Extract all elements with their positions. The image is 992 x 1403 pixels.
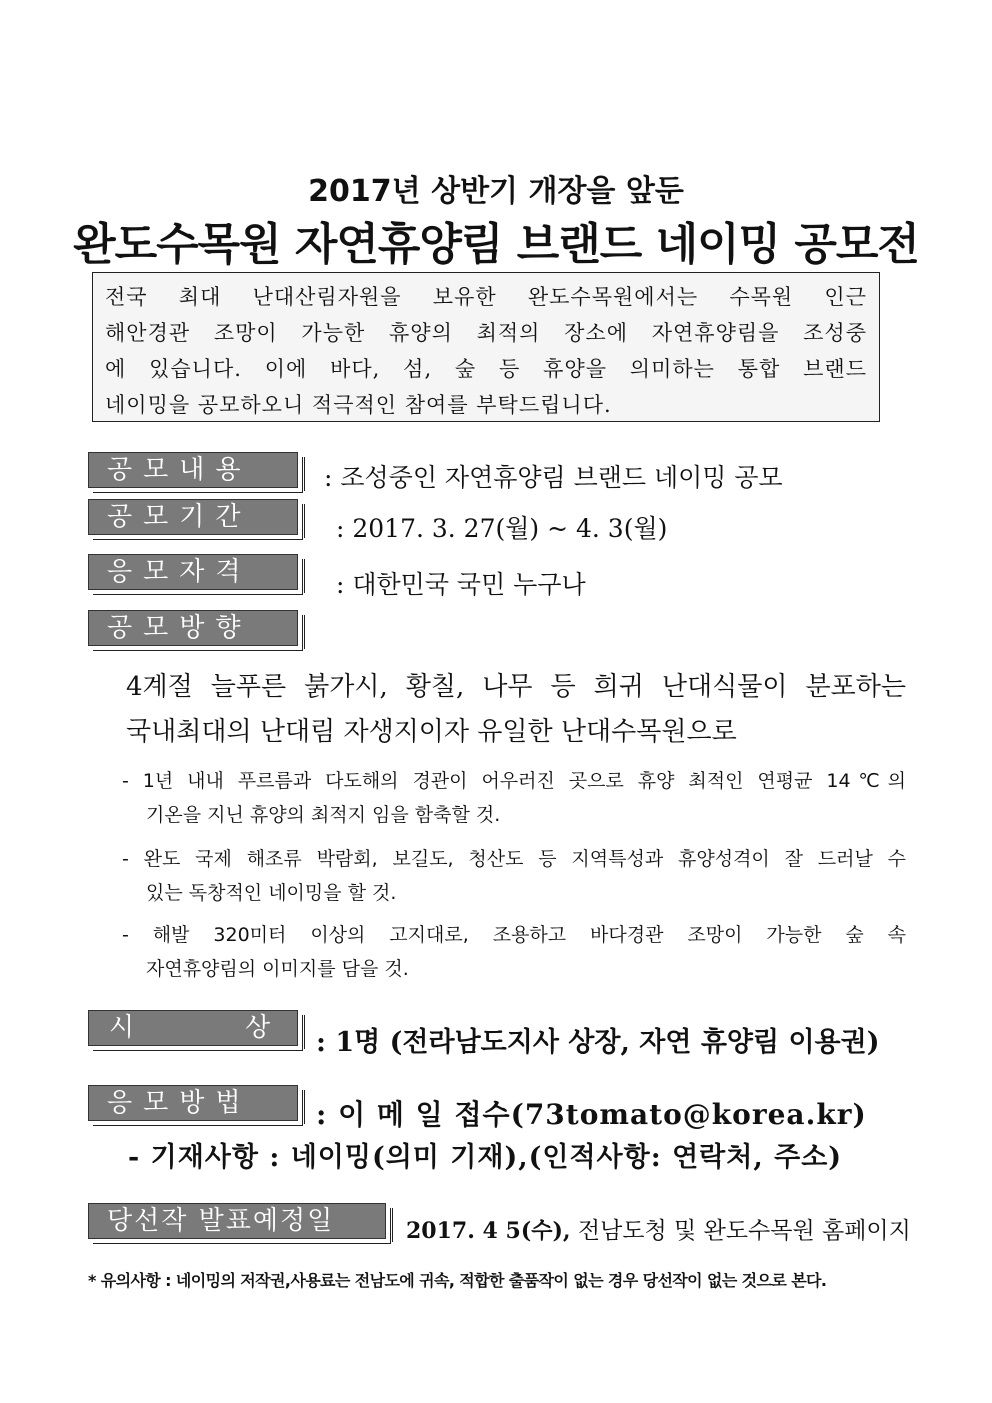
direction-bullet [122, 918, 906, 986]
label-contest-content: 공모내용 [88, 452, 298, 488]
direction-bullet [122, 842, 906, 910]
label-announcement-date: 당선작 발표예정일 [88, 1203, 386, 1239]
intro-line: 에 있습니다. 이에 바다, 섬, 숲 등 휴양을 의미하는 통합 브랜드 [105, 357, 867, 381]
label-contest-period: 공모기간 [88, 499, 298, 535]
intro-line: 전국 최대 난대산림자원을 보유한 완도수목원에서는 수목원 인근 [105, 285, 867, 309]
intro-box [92, 272, 880, 422]
value-eligibility: : 대한민국 국민 누구나 [336, 570, 586, 599]
label-prize [88, 1010, 298, 1046]
intro-line: 해안경관 조망이 가능한 휴양의 최적의 장소에 자연휴양림을 조성중 [105, 321, 867, 345]
label-prize-part: 상 [245, 1013, 271, 1043]
bullet-line: - 1년 내내 푸르름과 다도해의 경관이 어우러진 곳으로 휴양 최적인 연평균 14℃의 [122, 770, 906, 792]
direction-lead-line: 국내최대의 난대림 자생지이자 유일한 난대수목원으로 [126, 717, 737, 747]
submission-method-text: : 이 메 일 접수 [316, 1098, 511, 1131]
page-title: 완도수목원 자연휴양림 브랜드 네이밍 공모전 [73, 219, 919, 270]
notice-note: * 유의사항 : 네이밍의 저작권,사용료는 전남도에 귀속, 적합한 출품작이 없는 경우 당선작이 없는 것으로 본다. [88, 1271, 827, 1290]
label-submission-method: 응모방법 [88, 1085, 298, 1121]
value-announcement [406, 1212, 911, 1245]
direction-lead-line: 4계절 늘푸른 붉가시, 황칠, 나무 등 희귀 난대식물이 분포하는 [126, 672, 906, 702]
bullet-line: 있는 독창적인 네이밍을 할 것. [146, 882, 397, 904]
label-eligibility: 응모자격 [88, 554, 298, 590]
value-required-items: - 기재사항 : 네이밍(의미 기재),(인적사항: 연락처, 주소) [128, 1142, 843, 1173]
bullet-line: 자연휴양림의 이미지를 담을 것. [146, 958, 409, 980]
announcement-date: 2017. 4 5(수), [406, 1218, 571, 1244]
announcement-venue: 전남도청 및 완도수목원 홈페이지 [570, 1218, 911, 1244]
page-subtitle: 2017년 상반기 개장을 앞둔 [308, 174, 684, 209]
bullet-line: - 해발 320미터 이상의 고지대로, 조용하고 바다경관 조망이 가능한 숲 속 [122, 924, 906, 946]
intro-line: 네이밍을 공모하오니 적극적인 참여를 부탁드립니다. [105, 393, 612, 417]
value-submission-method [316, 1093, 867, 1133]
label-contest-direction: 공모방향 [88, 610, 298, 646]
direction-bullet [122, 764, 906, 832]
submission-email-link[interactable]: (73tomato@korea.kr) [510, 1098, 867, 1131]
bullet-line: - 완도 국제 해조류 박람회, 보길도, 청산도 등 지역특성과 휴양성격이 잘 드러날 수 [122, 848, 906, 870]
value-contest-period: : 2017. 3. 27(월) ~ 4. 3(월) [336, 514, 668, 543]
value-prize: : 1명 (전라남도지사 상장, 자연 휴양림 이용권) [316, 1027, 880, 1058]
label-prize-part: 시 [109, 1013, 135, 1043]
bullet-line: 기온을 지닌 휴양의 최적지 임을 함축할 것. [146, 804, 501, 826]
value-contest-content: : 조성중인 자연휴양림 브랜드 네이밍 공모 [324, 463, 783, 492]
